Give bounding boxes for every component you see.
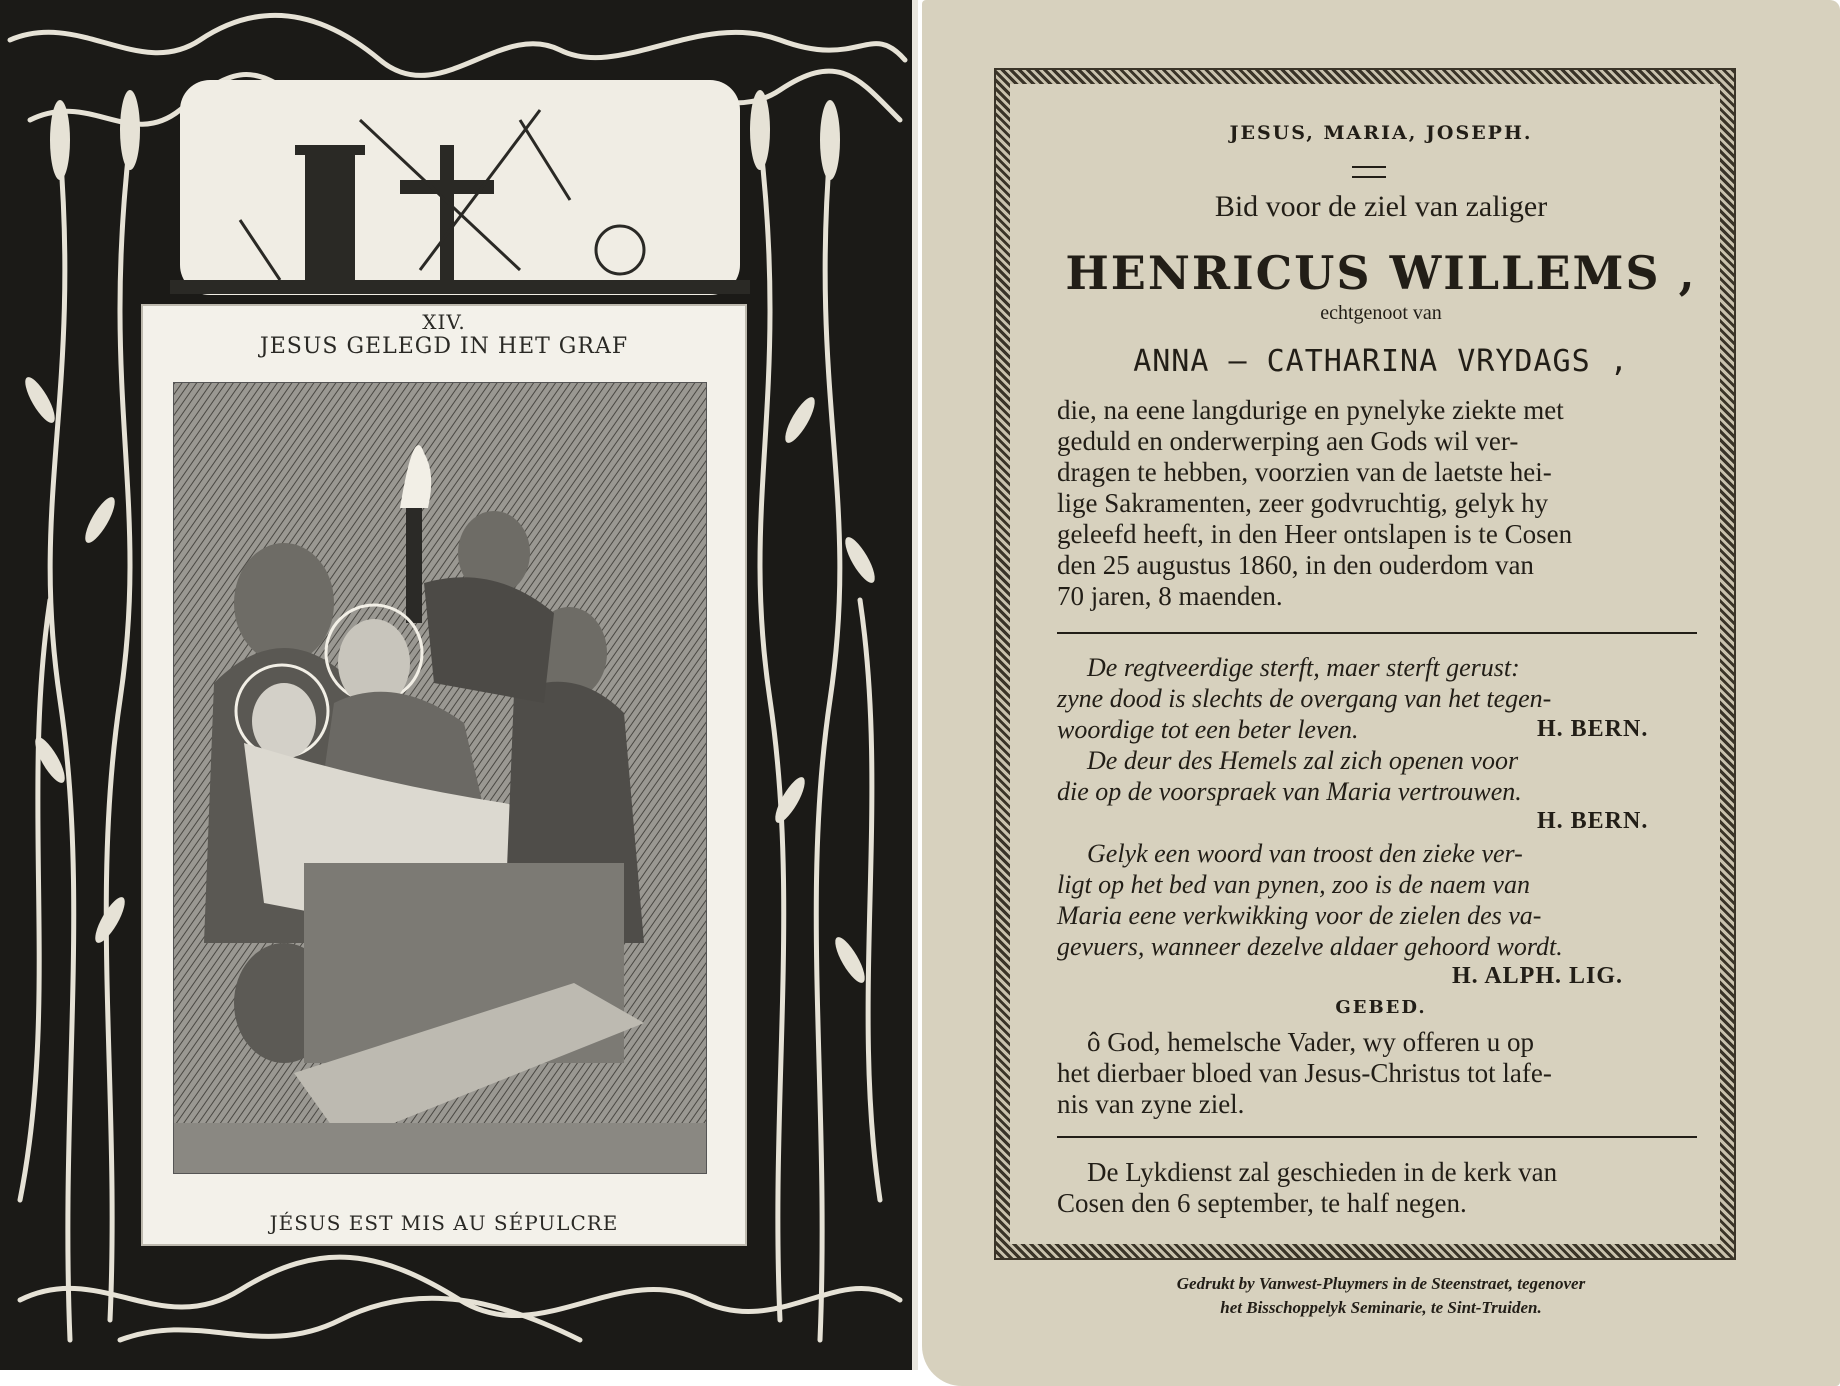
station-title-dutch: JESUS GELEGD IN HET GRAF	[259, 334, 629, 359]
entombment-engraving	[173, 382, 707, 1174]
quote-attribution: H. ALPH. LIG.	[1452, 963, 1624, 989]
biography-line: dragen te hebben, voorzien van de laetste hei-	[1057, 457, 1552, 487]
invocation-heading: JESUS, MARIA, JOSEPH.	[1229, 122, 1533, 144]
quote-line: ligt op het bed van pynen, zoo is de naem van	[1057, 870, 1530, 899]
engraving-frame	[141, 304, 747, 1246]
quote-line: zyne dood is slechts de overgang van het tegen-	[1057, 684, 1552, 713]
biography-line: 70 jaren, 8 maenden.	[1057, 581, 1283, 611]
quote-attribution: H. BERN.	[1537, 808, 1649, 834]
quote-line: Gelyk een woord van troost den zieke ver-	[1087, 839, 1523, 868]
prayer-heading: GEBED.	[1335, 997, 1427, 1018]
printer-imprint-line: het Bisschoppelyk Seminarie, te Sint-Truiden.	[1220, 1298, 1542, 1317]
station-title-french: JÉSUS EST MIS AU SÉPULCRE	[269, 1211, 619, 1235]
quote-line: woordige tot een beter leven.	[1057, 715, 1359, 744]
quote-line: die op de voorspraek van Maria vertrouwen.	[1057, 777, 1522, 806]
biography-line: geleefd heeft, in den Heer ontslapen is te Cosen	[1057, 519, 1573, 549]
prayer-line: het dierbaer bloed van Jesus-Christus tot lafe-	[1057, 1058, 1552, 1088]
station-number: XIV.	[422, 310, 466, 334]
biography-line: geduld en onderwerping aen Gods wil ver-	[1057, 426, 1519, 456]
double-rule-divider	[1352, 166, 1386, 178]
quote-attribution: H. BERN.	[1537, 716, 1649, 742]
quote-line: gevuers, wanneer dezelve aldaer gehoord wordt.	[1057, 932, 1563, 961]
holy-card-front	[0, 0, 918, 1370]
prayer-line: ô God, hemelsche Vader, wy offeren u op	[1087, 1027, 1535, 1057]
biography-line: die, na eene langdurige en pynelyke ziekte met	[1057, 395, 1564, 425]
quote-line: De deur des Hemels zal zich openen voor	[1087, 746, 1519, 775]
memorial-card-back	[922, 0, 1840, 1386]
prayer-line: nis van zyne ziel.	[1057, 1089, 1245, 1119]
section-divider	[1057, 1136, 1697, 1138]
spouse-name: ANNA – CATHARINA VRYDAGS ,	[1133, 344, 1629, 379]
biography-line: den 25 augustus 1860, in den ouderdom van	[1057, 550, 1534, 580]
spouse-label: echtgenoot van	[1320, 302, 1442, 324]
biography-line: lige Sakramenten, zeer godvruchtig, gelyk hy	[1057, 488, 1549, 518]
quote-line: Maria eene verkwikking voor de zielen des va-	[1057, 901, 1542, 930]
quote-line: De regtveerdige sterft, maer sterft gerust:	[1087, 653, 1520, 682]
prayer-request-line: Bid voor de ziel van zaliger	[1214, 190, 1548, 223]
funeral-notice-line: Cosen den 6 september, te half negen.	[1057, 1188, 1467, 1218]
printer-imprint-line: Gedrukt by Vanwest-Pluymers in de Steenstraet, tegenover	[1176, 1274, 1586, 1293]
section-divider	[1057, 632, 1697, 634]
entombment-scene-image	[174, 383, 706, 1173]
deceased-name: HENRICUS WILLEMS ,	[1065, 246, 1697, 300]
funeral-notice-line: De Lykdienst zal geschieden in de kerk van	[1087, 1157, 1558, 1187]
